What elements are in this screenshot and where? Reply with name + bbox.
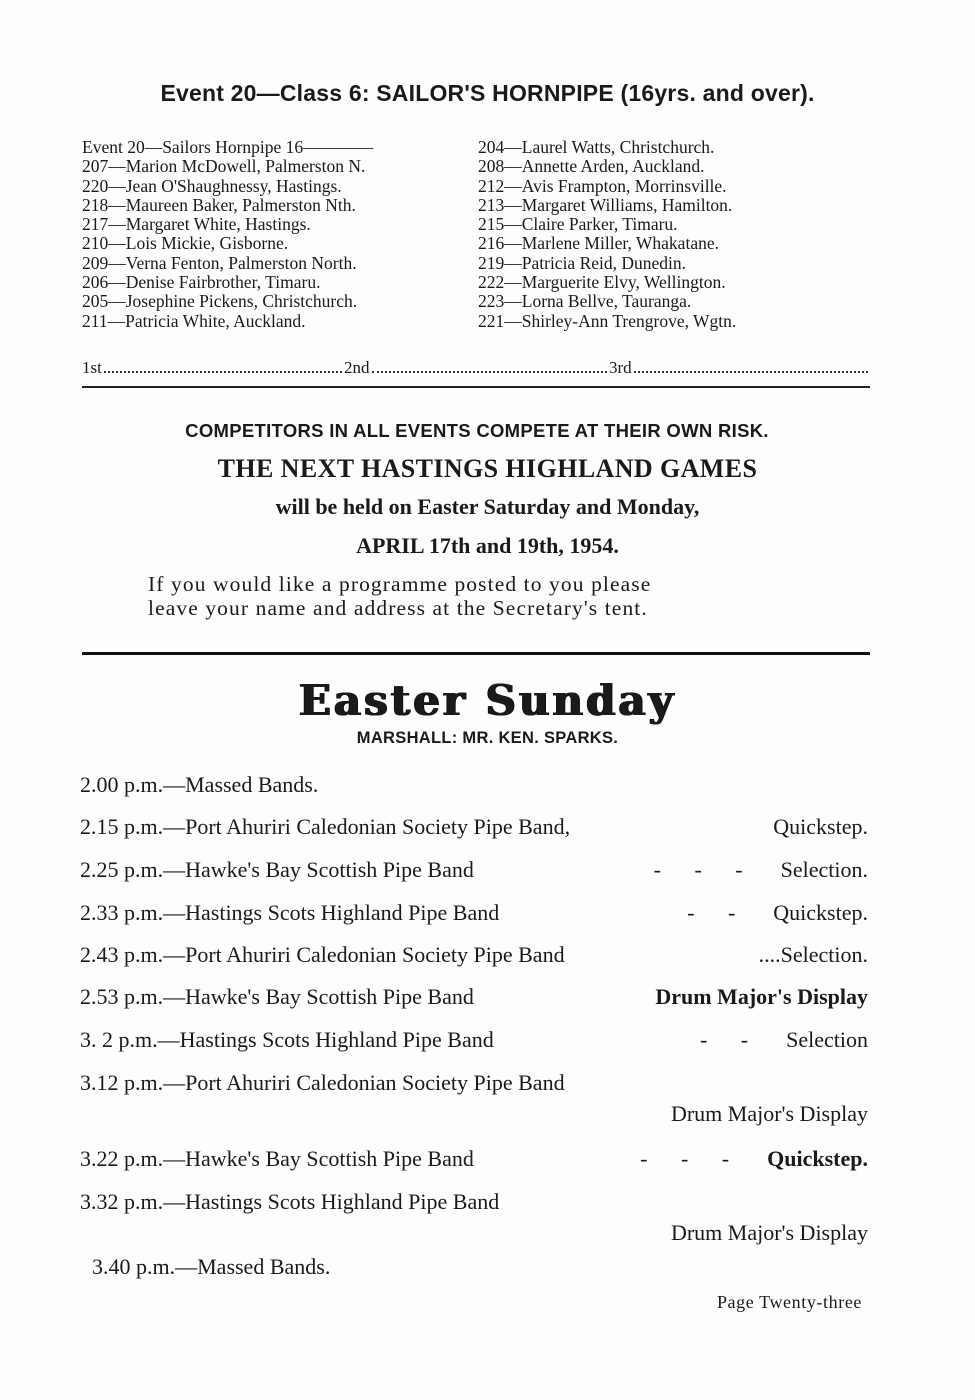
- entry: 205—Josephine Pickens, Christchurch.: [82, 291, 358, 312]
- entry: 215—Claire Parker, Timaru.: [478, 214, 678, 235]
- entry: 217—Margaret White, Hastings.: [82, 214, 311, 235]
- schedule-band: p.m.—Hastings Scots Highland Pipe Band: [118, 1027, 494, 1052]
- next-games-held: will be held on Easter Saturday and Monday,: [275, 494, 700, 519]
- schedule-row: [80, 857, 868, 887]
- schedule-band: p.m.—Hawke's Bay Scottish Pipe Band: [124, 1146, 474, 1171]
- schedule-item: Drum Major's Display: [655, 984, 868, 1009]
- entries-list: [82, 138, 882, 331]
- placing-second-blank: [372, 358, 608, 373]
- schedule-time: 2.33: [80, 900, 119, 925]
- schedule-row: [80, 942, 868, 972]
- schedule-item: Selection.: [780, 857, 868, 882]
- placing-third: [609, 358, 870, 378]
- schedule-time: 3.12: [80, 1070, 119, 1095]
- schedule-row: [80, 772, 868, 802]
- entry: 222—Marguerite Elvy, Wellington.: [478, 272, 726, 293]
- next-games-title: THE NEXT HASTINGS HIGHLAND GAMES: [217, 454, 758, 483]
- entry: Event 20—Sailors Hornpipe 16————: [82, 137, 374, 157]
- placing-first: [82, 358, 344, 378]
- schedule-row: [80, 814, 868, 844]
- schedule-time: 3.32: [80, 1189, 119, 1214]
- marshall-line: MARSHALL: MR. KEN. SPARKS.: [356, 729, 619, 747]
- page-number: Page Twenty-three: [716, 1292, 862, 1312]
- schedule-band: p.m.—Hawke's Bay Scottish Pipe Band: [124, 857, 474, 882]
- placing-third-blank: [634, 358, 868, 373]
- entry: 219—Patricia Reid, Dunedin.: [478, 252, 687, 273]
- programme-notice: [148, 572, 828, 620]
- schedule-time: 3.40: [92, 1254, 131, 1279]
- schedule-row: [80, 1070, 868, 1100]
- placing-third-label: 3rd: [609, 358, 632, 377]
- schedule-dashes: - - -: [653, 857, 757, 882]
- placing-first-label: 1st: [82, 358, 102, 377]
- entry: 210—Lois Mickie, Gisborne.: [82, 233, 289, 254]
- risk-notice: COMPETITORS IN ALL EVENTS COMPETE AT THEIR OWN RISK.: [185, 420, 769, 441]
- schedule-time: 2.25: [80, 857, 119, 882]
- schedule-dashes: - -: [699, 1027, 763, 1052]
- entry: 220—Jean O'Shaughnessy, Hastings.: [82, 175, 342, 196]
- schedule-dashes: - - -: [640, 1146, 744, 1171]
- schedule-band: p.m.—Port Ahuriri Caledonian Society Pipe Band,: [124, 814, 571, 839]
- schedule-item: Quickstep.: [773, 900, 868, 925]
- entry: 212—Avis Frampton, Morrinsville.: [478, 175, 727, 196]
- schedule-item-continued: Drum Major's Display: [670, 1101, 868, 1126]
- placings-line: [82, 358, 870, 378]
- placing-second-label: 2nd: [344, 358, 370, 377]
- programme-notice-line: If you would like a programme posted to you please: [148, 572, 652, 596]
- schedule-time: 2.15: [80, 814, 119, 839]
- schedule-row: [80, 900, 868, 930]
- next-games-dates: APRIL 17th and 19th, 1954.: [356, 533, 619, 558]
- entry: 213—Margaret Williams, Hamilton.: [478, 194, 733, 215]
- schedule-row: [80, 1027, 868, 1057]
- schedule-band: p.m.—Massed Bands.: [124, 772, 319, 797]
- divider: [82, 386, 870, 388]
- schedule-band: p.m.—Hastings Scots Highland Pipe Band: [124, 1189, 500, 1214]
- schedule-item: Selection: [786, 1027, 868, 1052]
- schedule-time: 3. 2: [80, 1027, 113, 1052]
- entries-left-column: [82, 138, 478, 331]
- schedule-item: ....Selection.: [758, 942, 868, 967]
- schedule-time: 3.22: [80, 1146, 119, 1171]
- schedule-row: [80, 1146, 868, 1176]
- entry: 211—Patricia White, Auckland.: [82, 310, 306, 331]
- placing-second: [344, 358, 609, 378]
- entry: 221—Shirley-Ann Trengrove, Wgtn.: [478, 310, 737, 331]
- schedule-time: 2.43: [80, 942, 119, 967]
- schedule-row: [80, 984, 868, 1014]
- entry: 208—Annette Arden, Auckland.: [478, 156, 705, 177]
- schedule-time: 2.53: [80, 984, 119, 1009]
- schedule-band: p.m.—Port Ahuriri Caledonian Society Pipe Band: [124, 942, 565, 967]
- schedule-item: Quickstep.: [773, 814, 868, 839]
- divider: [82, 652, 870, 655]
- schedule-time: 2.00: [80, 772, 119, 797]
- schedule-band: p.m.—Port Ahuriri Caledonian Society Pipe Band: [124, 1070, 565, 1095]
- schedule-band: p.m.—Hastings Scots Highland Pipe Band: [124, 900, 500, 925]
- schedule-band: p.m.—Massed Bands.: [136, 1254, 331, 1279]
- schedule-row: [80, 1189, 868, 1219]
- schedule-item: Quickstep.: [767, 1146, 868, 1171]
- schedule-row: [92, 1254, 880, 1284]
- easter-sunday-title: Easter Sunday: [298, 676, 677, 725]
- entry: 218—Maureen Baker, Palmerston Nth.: [82, 194, 356, 215]
- entry: 207—Marion McDowell, Palmerston N.: [82, 156, 366, 177]
- schedule-dashes: - -: [687, 900, 750, 925]
- event-heading: Event 20—Class 6: SAILOR'S HORNPIPE (16yrs. and over).: [160, 80, 815, 106]
- programme-notice-line: leave your name and address at the Secretary's tent.: [148, 596, 648, 620]
- entry: 223—Lorna Bellve, Tauranga.: [478, 291, 692, 312]
- entries-right-column: [478, 138, 878, 331]
- entry: 204—Laurel Watts, Christchurch.: [478, 137, 715, 157]
- placing-first-blank: [104, 358, 342, 373]
- entry: 216—Marlene Miller, Whakatane.: [478, 233, 719, 254]
- entry: 206—Denise Fairbrother, Timaru.: [82, 272, 321, 293]
- schedule-item-continued: Drum Major's Display: [670, 1220, 868, 1245]
- entry: 209—Verna Fenton, Palmerston North.: [82, 252, 357, 273]
- schedule-band: p.m.—Hawke's Bay Scottish Pipe Band: [124, 984, 474, 1009]
